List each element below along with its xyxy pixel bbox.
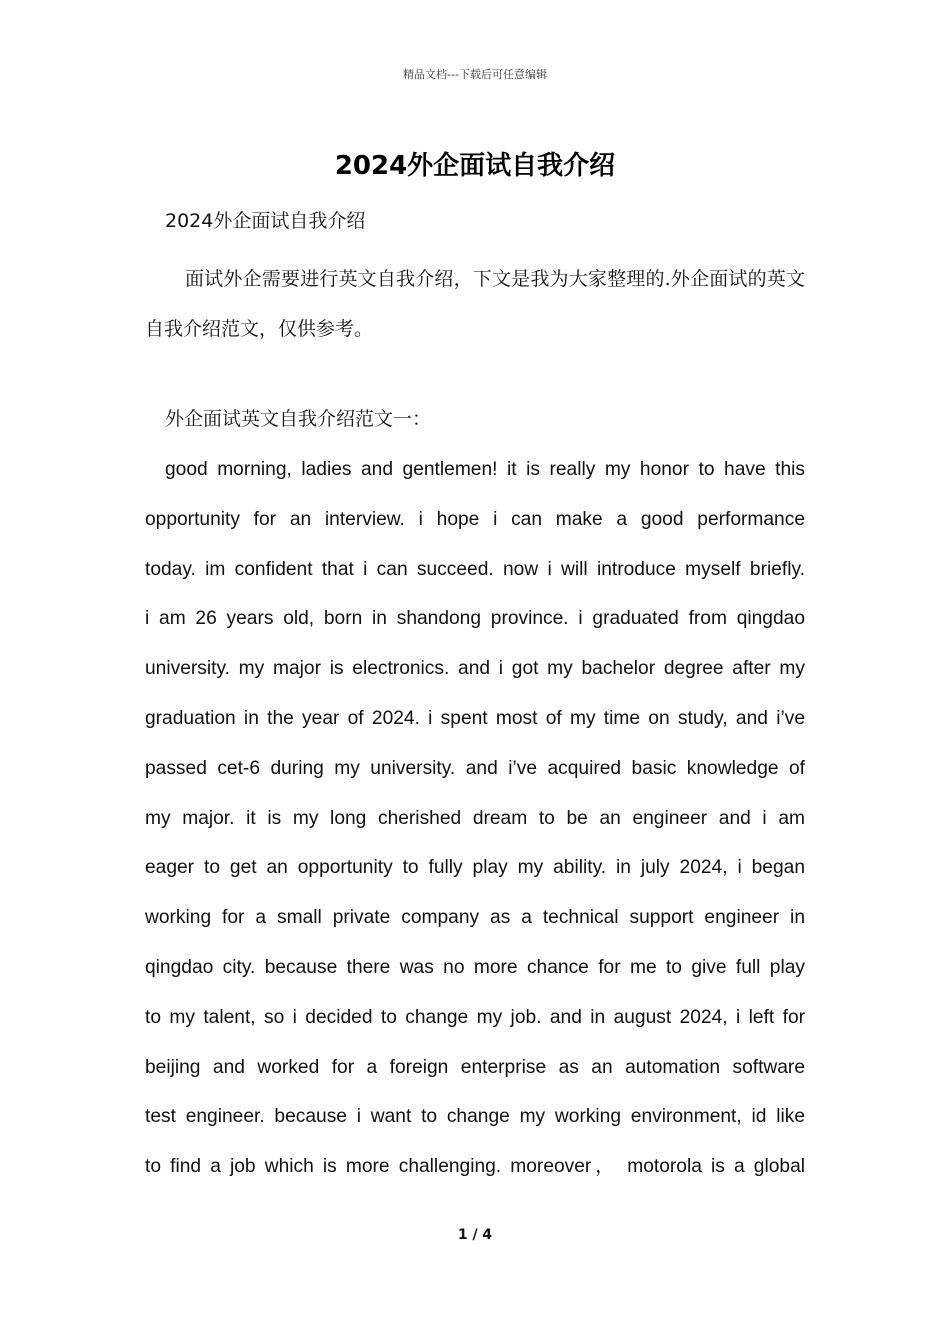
body-line: working for a small private company as a technical support engineer in <box>145 907 805 929</box>
body-line: passed cet-6 during my university. and i’ve acquired basic knowledge of <box>145 757 805 779</box>
document-title: 2024外企面试自我介绍 <box>334 151 616 181</box>
body-paragraph <box>145 445 805 1192</box>
body-line: to my talent, so i decided to change my job. and in august 2024, i left for <box>145 1006 805 1028</box>
header-note: 精品文档---下载后可任意编辑 <box>403 68 547 81</box>
body-line: qingdao city. because there was no more chance for me to give full play <box>145 956 805 978</box>
body-line: opportunity for an interview. i hope i can make a good performance <box>145 508 805 530</box>
section-heading: 外企面试英文自我介绍范文一： <box>165 408 432 430</box>
body-line: to find a job which is more challenging. moreover， motorola is a global <box>145 1156 805 1178</box>
intro-paragraph: 面试外企需要进行英文自我介绍，下文是我为大家整理的.外企面试的英文自我介绍范文，仅供参考。 <box>145 268 805 340</box>
body-line: i am 26 years old, born in shandong province. i graduated from qingdao <box>145 608 805 630</box>
document-subtitle: 2024外企面试自我介绍 <box>165 210 366 232</box>
body-line: my major. it is my long cherished dream to be an engineer and i am <box>145 807 805 829</box>
body-line: good morning, ladies and gentlemen! it is really my honor to have this <box>165 459 805 480</box>
page-number: 1 / 4 <box>457 1227 493 1243</box>
body-line: graduation in the year of 2024. i spent most of my time on study, and i’ve <box>145 707 805 729</box>
body-line: test engineer. because i want to change my working environment, id like <box>145 1106 805 1128</box>
body-line: eager to get an opportunity to fully play my ability. in july 2024, i began <box>145 857 805 879</box>
body-line: beijing and worked for a foreign enterprise as an automation software <box>145 1056 805 1078</box>
body-line: university. my major is electronics. and i got my bachelor degree after my <box>145 658 805 680</box>
body-line: today. im confident that i can succeed. now i will introduce myself briefly. <box>145 558 805 580</box>
